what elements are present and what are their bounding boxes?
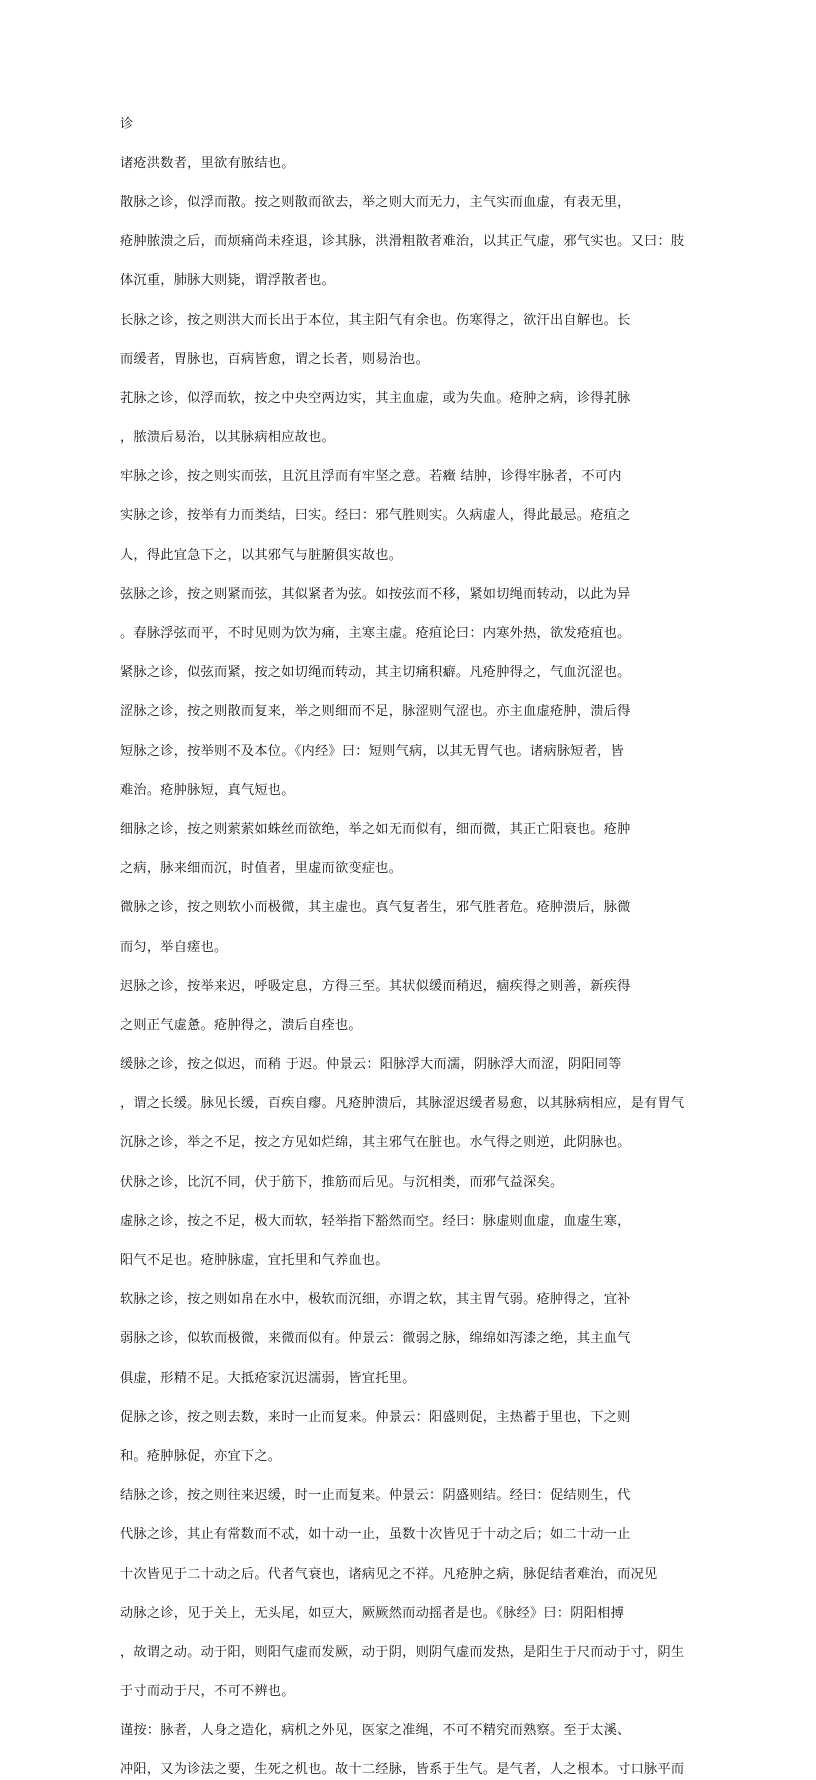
text-line [120,1114,720,1153]
text-line [120,134,720,173]
text-line [120,761,720,800]
text-line [120,604,720,643]
text-line-wrap: 实脉之诊，按举有力而类结，曰实。经曰：邪气胜则实。久病虚人，得此最忌。疮疽之 [120,508,631,524]
text-line [120,683,720,722]
text-line-wrap: 短脉之诊，按举则不及本位。《内经》曰：短则气病，以其无胃气也。诸病脉短者，皆 [120,743,625,759]
text-line-wrap: 疮肿脓溃之后，而烦痛尚未痊退，诊其脉，洪滑粗散者难治，以其正气虚，邪气实也。又曰：肢 [120,234,685,250]
text-line-wrap: 而缓者，胃脉也，百病皆愈，谓之长者，则易治也。 [120,351,430,367]
text-line-wrap: 诸疮洪数者，里欲有脓结也。 [120,155,295,171]
text-line [120,1427,720,1466]
text-line [120,1192,720,1231]
text-line [120,1271,720,1310]
text-line-wrap: 于寸而动于尺，不可不辨也。 [120,1684,295,1700]
text-line-wrap: 诊 [120,116,134,132]
text-line-wrap: 缓脉之诊，按之似迟，而稍 于迟。仲景云：阳脉浮大而濡，阴脉浮大而涩，阴阳同等 [120,1057,622,1073]
text-line-wrap: 弦脉之诊，按之则紧而弦，其似紧者为弦。如按弦而不移，紧如切绳而转动，以此为异 [120,586,631,602]
text-line-wrap: 散脉之诊，似浮而散。按之则散而欲去，举之则大而无力，主气实而血虚，有表无里， [120,194,631,210]
text-line [120,213,720,252]
text-line [120,448,720,487]
text-line [120,1663,720,1702]
text-line [120,996,720,1035]
text-line [120,1584,720,1623]
text-line [120,330,720,369]
text-line [120,173,720,212]
text-line [120,487,720,526]
text-line-wrap: 阳气不足也。疮肿脉虚，宜托里和气养血也。 [120,1253,389,1269]
text-line [120,565,720,604]
text-line [120,1741,720,1780]
text-line-wrap: 人，得此宜急下之，以其邪气与脏腑俱实故也。 [120,547,403,563]
text-line-wrap: 虚脉之诊，按之不足，极大而软，轻举指下豁然而空。经曰：脉虚则血虚，血虚生寒， [120,1213,631,1229]
text-line-wrap: 之则正气虚惫。疮肿得之，溃后自痊也。 [120,1017,362,1033]
text-line-wrap: 紧脉之诊，似弦而紧，按之如切绳而转动，其主切痛积癖。凡疮肿得之，气血沉涩也。 [120,665,631,681]
text-line-wrap: 代脉之诊，其止有常数而不忒，如十动一止，虽数十次皆见于十动之后；如二十动一止 [120,1527,631,1543]
text-line [120,644,720,683]
text-line-wrap: 涩脉之诊，按之则散而复来，举之则细而不足，脉涩则气涩也。亦主血虚疮肿，溃后得 [120,704,631,720]
text-line-wrap: 芤脉之诊，似浮而软，按之中央空两边实，其主血虚，或为失血。疮肿之病，诊得芤脉 [120,390,631,406]
text-line-wrap: 微脉之诊，按之则软小而极微，其主虚也。真气复者生，邪气胜者危。疮肿溃后，脉微 [120,900,631,916]
text-line [120,526,720,565]
page-heading [120,95,720,134]
text-line-wrap: 谨按：脉者，人身之造化，病机之外见，医家之准绳，不可不精究而熟察。至于太溪、 [120,1723,631,1739]
text-line [120,1349,720,1388]
text-line-wrap: 软脉之诊，按之则如帛在水中，极软而沉细，亦谓之软，其主胃气弱。疮肿得之，宜补 [120,1292,631,1308]
text-line-wrap: 十次皆见于二十动之后。代者气衰也，诸病见之不祥。凡疮肿之病，脉促结者难治，而况见 [120,1566,658,1582]
text-line [120,918,720,957]
text-line [120,1506,720,1545]
text-line-wrap: 弱脉之诊，似软而极微，来微而似有。仲景云：微弱之脉，绵绵如泻漆之绝，其主血气 [120,1331,631,1347]
text-line [120,1545,720,1584]
text-line-wrap: 和。疮肿脉促，亦宜下之。 [120,1448,282,1464]
text-line-wrap: 沉脉之诊，举之不足，按之方见如烂绵，其主邪气在脏也。水气得之则逆，此阴脉也。 [120,1135,631,1151]
text-line-wrap: 促脉之诊，按之则去数，来时一止而复来。仲景云：阳盛则促，主热蓄于里也，下之则 [120,1409,631,1425]
text-line [120,1310,720,1349]
text-line-wrap: 迟脉之诊，按举来迟，呼吸定息，方得三至。其状似缓而稍迟，痼疾得之则善，新疾得 [120,978,631,994]
text-line-wrap: 之病，脉来细而沉，时值者，里虚而欲变症也。 [120,861,403,877]
text-line [120,1075,720,1114]
text-line-wrap: ，谓之长缓。脉见长缓，百疾自瘳。凡疮肿溃后，其脉涩迟缓者易愈，以其脉病相应，是有胃气 [120,1096,685,1112]
text-line [120,1623,720,1662]
text-line [120,1388,720,1427]
text-line [120,369,720,408]
text-line [120,409,720,448]
text-line-wrap: 体沉重，肺脉大则毙，谓浮散者也。 [120,273,335,289]
text-line-wrap: 牢脉之诊，按之则实而弦，且沉且浮而有牢坚之意。若癥 结肿，诊得牢脉者，不可内 [120,469,622,485]
text-line-wrap: ，脓溃后易治，以其脉病相应故也。 [120,430,335,446]
text-line [120,252,720,291]
text-body [120,95,720,1780]
text-line-wrap: 细脉之诊，按之则萦萦如蛛丝而欲绝，举之如无而似有，细而微，其正亡阳衰也。疮肿 [120,821,631,837]
text-line-wrap: 而匀，举自瘥也。 [120,939,228,955]
text-line-wrap: ，故谓之动。动于阳，则阳气虚而发厥，动于阴，则阴气虚而发热，是阳生于尺而动于寸，阴生 [120,1644,685,1660]
text-line-wrap: 结脉之诊，按之则往来迟缓，时一止而复来。仲景云：阴盛则结。经曰：促结则生，代 [120,1488,631,1504]
text-line [120,1467,720,1506]
text-line-wrap: 难治。疮肿脉短，真气短也。 [120,782,295,798]
text-line [120,1231,720,1270]
text-line-wrap: 俱虚，形精不足。大抵疮家沉迟濡弱，皆宜托里。 [120,1370,416,1386]
text-line-wrap: 动脉之诊，见于关上，无头尾，如豆大，厥厥然而动摇者是也。《脉经》曰：阴阳相搏 [120,1605,625,1621]
text-line-wrap: 伏脉之诊，比沉不同，伏于筋下，推筋而后见。与沉相类，而邪气益深矣。 [120,1174,564,1190]
text-line-wrap: 。春脉浮弦而平，不时见则为饮为痛，主寒主虚。疮疽论曰：内寒外热，欲发疮疽也。 [120,626,631,642]
text-line [120,1153,720,1192]
text-line [120,957,720,996]
text-line [120,840,720,879]
text-line [120,291,720,330]
text-line [120,722,720,761]
text-line [120,879,720,918]
text-line [120,1702,720,1741]
text-line [120,800,720,839]
text-line-wrap: 长脉之诊，按之则洪大而长出于本位，其主阳气有余也。伤寒得之，欲汗出自解也。长 [120,312,631,328]
text-line [120,1036,720,1075]
text-line-wrap: 冲阳，又为诊法之要，生死之机也。故十二经脉，皆系于生气。是气者，人之根本。寸口脉平而 [120,1762,685,1778]
